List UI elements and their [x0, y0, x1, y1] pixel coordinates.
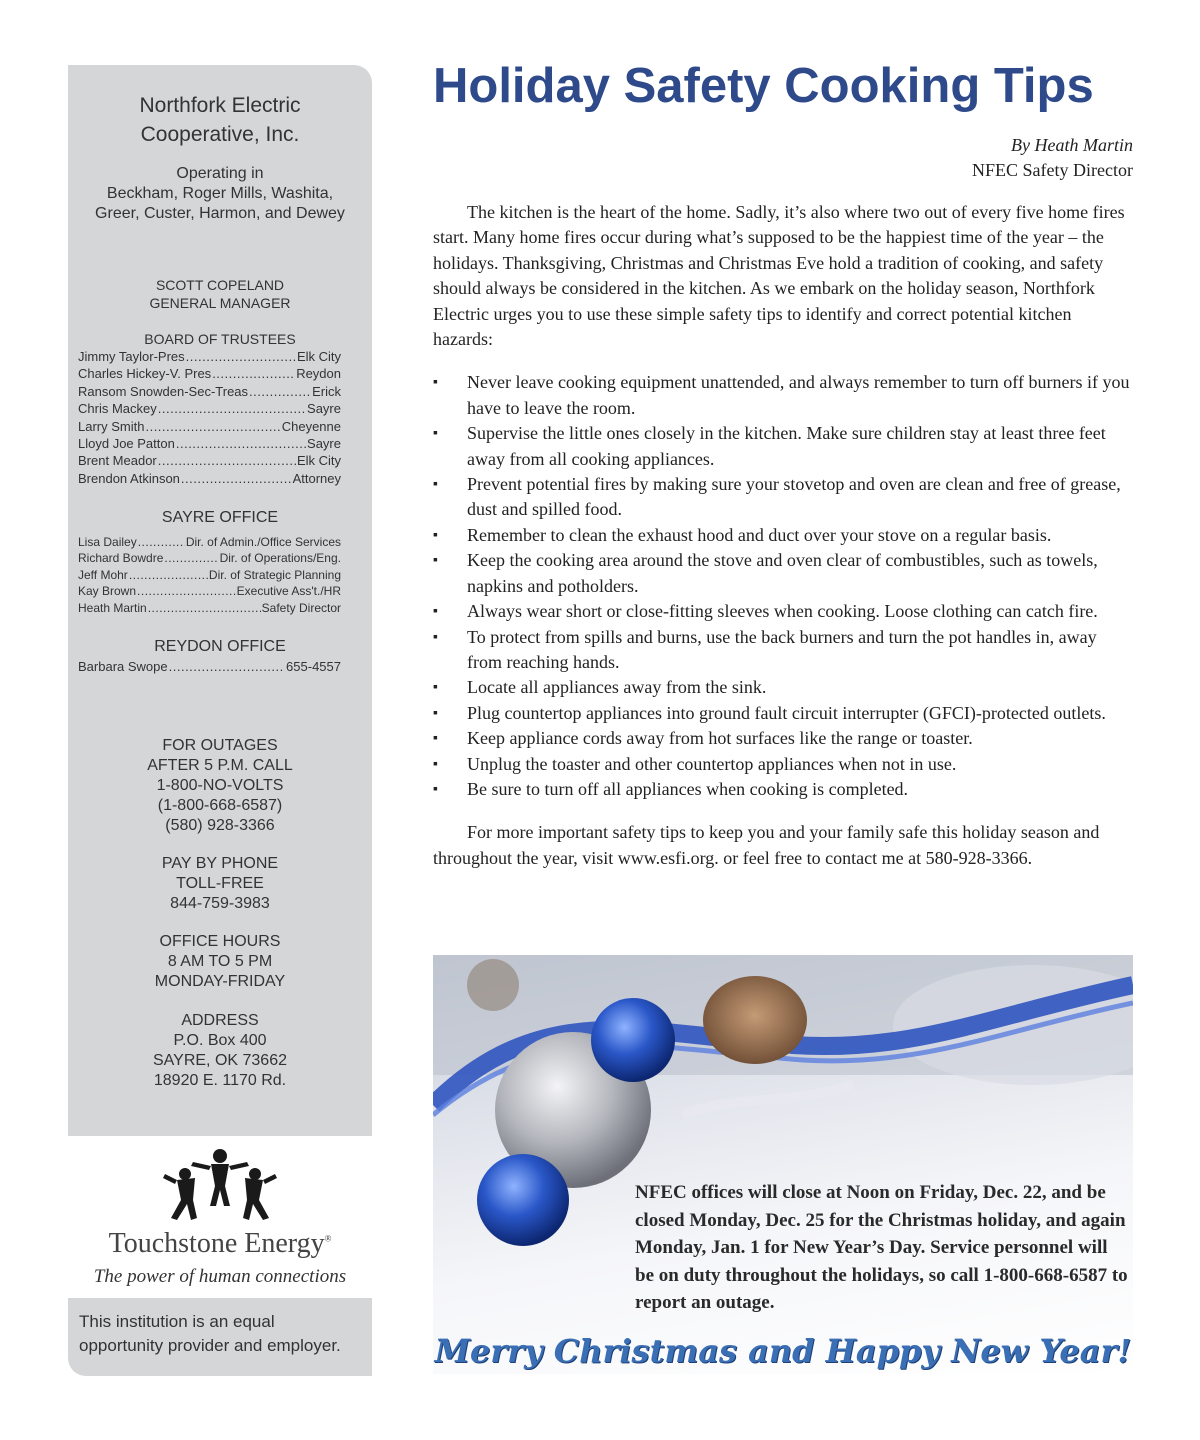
tip-item: ▪ To protect from spills and burns, use the back burners and turn the pot handles in, away from reaching hands.: [433, 625, 1133, 676]
staff-name: Kay Brown: [78, 584, 137, 599]
board-member: [78, 384, 341, 401]
author-name: By Heath Martin: [1011, 135, 1133, 155]
staff-role: Dir. of Admin./Office Services: [185, 535, 341, 549]
member-name: Lloyd Joe Patton: [78, 435, 175, 451]
member-name: Charles Hickey-V. Pres: [78, 366, 212, 382]
member-name: Chris Mackey: [78, 401, 157, 417]
pay-phone: 844-759-3983: [170, 895, 270, 912]
leader-dots: [169, 659, 285, 674]
leader-dots: [129, 568, 208, 582]
leader-dots: [212, 366, 295, 381]
reydon-staff-list: [78, 659, 341, 676]
sayre-office-heading: SAYRE OFFICE: [161, 509, 279, 526]
staff-member: [78, 535, 341, 551]
safety-tips-list: [433, 370, 1133, 802]
hours-line: 8 AM TO 5 PM: [167, 953, 273, 970]
leader-dots: [158, 453, 296, 468]
service-area-line: Operating in: [176, 165, 264, 182]
brand-tagline: The power of human connections: [93, 1266, 347, 1287]
pay-by-phone: [68, 854, 372, 914]
leader-dots: [249, 384, 311, 399]
pay-line: TOLL-FREE: [176, 875, 264, 892]
staff-member: [78, 568, 341, 584]
staff-phone: 655-4557: [286, 659, 341, 674]
org-name-line-2: Cooperative, Inc.: [140, 123, 300, 146]
board-member: [78, 436, 341, 453]
address-line: P.O. Box 400: [173, 1032, 267, 1049]
tip-item: ▪ Plug countertop appliances into ground fault circuit interrupter (GFCI)-protected outlets.: [433, 701, 1133, 726]
leader-dots: [186, 349, 296, 364]
pay-heading: PAY BY PHONE: [161, 855, 279, 872]
staff-member: [78, 601, 341, 617]
touchstone-energy-logo: [68, 1136, 372, 1298]
gm-name: SCOTT COPELAND: [155, 277, 285, 293]
staff-member: [78, 551, 341, 567]
staff-member: [78, 584, 341, 600]
tip-item: ▪ Remember to clean the exhaust hood and duct over your stove on a regular basis.: [433, 523, 1133, 548]
board-heading: BOARD OF TRUSTEES: [144, 331, 296, 347]
leader-dots: [137, 584, 236, 598]
registered-mark: ®: [324, 1233, 332, 1244]
member-place: Sayre: [307, 401, 341, 417]
sidebar: [68, 65, 372, 1136]
staff-name: Richard Bowdre: [78, 551, 164, 566]
outage-phone: (580) 928-3366: [165, 817, 275, 834]
intro-paragraph: The kitchen is the heart of the home. Sadly, it’s also where two out of every five home fires start. Many home fires occur during what’s supposed to be the happiest time of the year – the holidays. Thanksgiving, Christmas and Christmas Eve hold a tradition of cooking, and safety should always be considered in the kitchen. As we embark on the holiday season, Northfork Electric urges you to use these simple safety tips to identify and correct potential kitchen hazards:: [433, 202, 1125, 350]
tip-item: ▪ Always wear short or close-fitting sleeves when cooking. Loose clothing can catch fire.: [433, 599, 1133, 624]
member-name: Larry Smith: [78, 418, 145, 434]
outage-line: AFTER 5 P.M. CALL: [147, 757, 293, 774]
office-hours: [68, 932, 372, 992]
tip-item: ▪ Unplug the toaster and other countertop appliances when not in use.: [433, 752, 1133, 777]
member-place: Erick: [312, 383, 341, 399]
brand-name: [68, 1228, 372, 1260]
organization-name: [68, 91, 372, 149]
staff-role: Dir. of Operations/Eng.: [219, 551, 341, 566]
board-member: [78, 401, 341, 418]
member-name: Jimmy Taylor-Pres: [78, 349, 185, 364]
board-member: [78, 366, 341, 383]
member-place: Cheyenne: [281, 418, 341, 434]
leader-dots: [145, 419, 280, 434]
equal-opportunity-statement: This institution is an equal opportunity provider and employer.: [68, 1298, 372, 1376]
leader-dots: [181, 471, 292, 486]
address-heading: ADDRESS: [181, 1012, 259, 1029]
service-area-line: Beckham, Roger Mills, Washita,: [106, 185, 334, 202]
org-name-line-1: Northfork Electric: [139, 94, 301, 117]
holiday-closing-notice: NFEC offices will close at Noon on Friday, Dec. 22, and be closed Monday, Dec. 25 for the Christmas holiday, and again Monday, Jan. 1 for New Year’s Day. Service personnel will be on duty throughout the holidays, so call 1-800-668-6587 to report an outage.: [635, 1182, 1128, 1313]
board-member: [78, 419, 341, 436]
board-member: [78, 453, 341, 470]
member-name: Brendon Atkinson: [78, 470, 180, 486]
brand-text: Touchstone Energy: [108, 1228, 325, 1259]
author-title: NFEC Safety Director: [972, 160, 1133, 180]
sayre-staff-list: [78, 535, 341, 617]
gm-title: GENERAL MANAGER: [149, 295, 291, 311]
leader-dots: [148, 601, 261, 615]
hours-line: MONDAY-FRIDAY: [154, 973, 286, 990]
article-title: Holiday Safety Cooking Tips: [433, 59, 1094, 113]
leader-dots: [138, 535, 185, 549]
outage-phone: 1-800-NO-VOLTS: [156, 777, 284, 794]
outage-heading: FOR OUTAGES: [162, 737, 278, 754]
staff-role: Executive Ass't./HR: [236, 584, 341, 599]
tip-item: ▪ Supervise the little ones closely in the kitchen. Make sure children stay at least three feet away from all cooking appliances.: [433, 421, 1133, 472]
board-list: [78, 349, 341, 488]
member-name: Brent Meador: [78, 453, 157, 469]
holiday-card: [433, 955, 1133, 1374]
outage-info: [68, 736, 372, 836]
address-line: SAYRE, OK 73662: [153, 1052, 287, 1069]
staff-name: Barbara Swope: [78, 659, 168, 674]
reydon-office-heading: REYDON OFFICE: [154, 638, 286, 655]
member-place: Elk City: [296, 453, 341, 469]
staff-role: Dir. of Strategic Planning: [208, 567, 341, 582]
hours-heading: OFFICE HOURS: [159, 933, 281, 950]
leader-dots: [176, 436, 306, 451]
staff-name: Jeff Mohr: [78, 567, 128, 582]
tip-item: ▪ Keep appliance cords away from hot surfaces like the range or toaster.: [433, 726, 1133, 751]
article-body: [433, 200, 1133, 871]
member-place: Elk City: [296, 349, 341, 364]
tip-item: ▪ Prevent potential fires by making sure your stovetop and oven are clean and free of grease, dust and spilled food.: [433, 472, 1133, 523]
address-line: 18920 E. 1170 Rd.: [153, 1072, 287, 1089]
outage-phone: (1-800-668-6587): [157, 797, 283, 814]
staff-name: Heath Martin: [78, 600, 147, 615]
service-area-line: Greer, Custer, Harmon, and Dewey: [95, 205, 345, 222]
byline: [972, 133, 1133, 183]
holiday-greeting: Merry Christmas and Happy New Year!: [434, 1332, 1132, 1370]
leader-dots: [164, 551, 218, 565]
general-manager: [68, 276, 372, 312]
service-area: [68, 164, 372, 224]
staff-member: [78, 659, 341, 676]
member-place: Attorney: [292, 470, 341, 486]
tip-item: ▪ Be sure to turn off all appliances when cooking is completed.: [433, 777, 1133, 802]
people-circle-icon: [163, 1144, 277, 1224]
mailing-address: [68, 1011, 372, 1091]
tip-item: ▪ Locate all appliances away from the sink.: [433, 675, 1133, 700]
member-place: Sayre: [307, 435, 341, 451]
staff-role: Safety Director: [261, 600, 341, 615]
board-member: [78, 349, 341, 366]
closing-paragraph: For more important safety tips to keep you and your family safe this holiday season and throughout the year, visit www.esfi.org. or feel free to contact me at 580-928-3366.: [433, 822, 1100, 868]
board-member: [78, 471, 341, 488]
tip-item: ▪ Keep the cooking area around the stove and oven clear of combustibles, such as towels, napkins and potholders.: [433, 548, 1133, 599]
member-name: Ransom Snowden-Sec-Treas: [78, 383, 249, 399]
member-place: Reydon: [296, 366, 341, 382]
tip-item: ▪ Never leave cooking equipment unattended, and always remember to turn off burners if you have to leave the room.: [433, 370, 1133, 421]
staff-name: Lisa Dailey: [78, 535, 137, 549]
leader-dots: [158, 401, 306, 416]
